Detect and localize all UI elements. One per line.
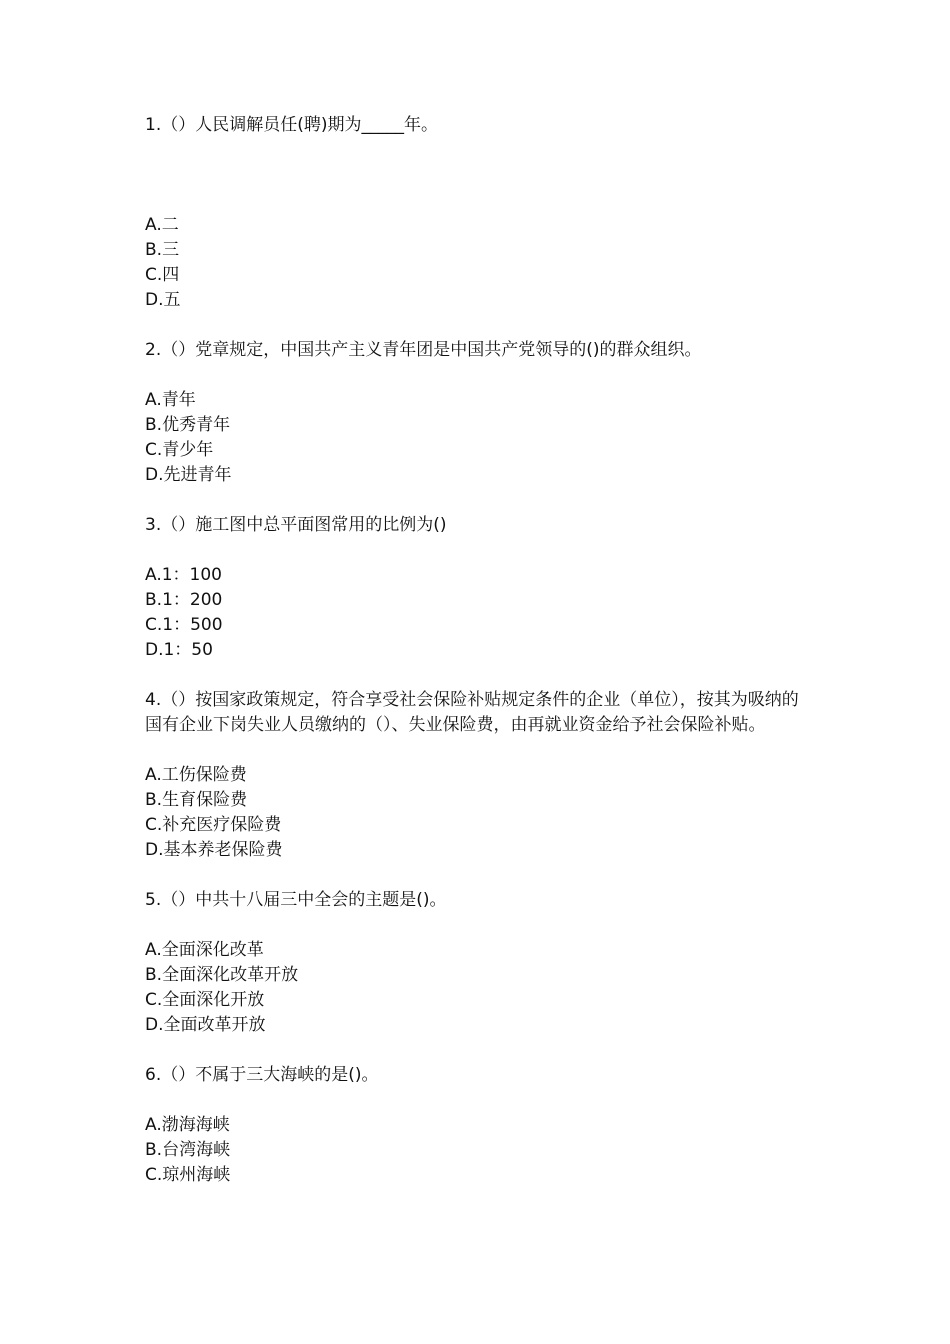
question-block xyxy=(145,688,815,863)
option-item: A.全面深化改革 xyxy=(145,940,264,960)
option-list xyxy=(145,1113,815,1188)
question-text: 5.（）中共十八届三中全会的主题是()。 xyxy=(145,890,447,910)
option-item: B.1：200 xyxy=(145,590,223,610)
question-text: 6.（）不属于三大海峡的是()。 xyxy=(145,1065,379,1085)
option-list xyxy=(145,763,815,863)
option-item: D.基本养老保险费 xyxy=(145,840,283,860)
option-item: C.补充医疗保险费 xyxy=(145,815,282,835)
question-text: 3.（）施工图中总平面图常用的比例为() xyxy=(145,515,447,535)
option-item: B.三 xyxy=(145,240,180,260)
option-item: A.工伤保险费 xyxy=(145,765,247,785)
option-item: D.五 xyxy=(145,290,181,310)
option-item: C.四 xyxy=(145,265,180,285)
option-item: B.全面深化改革开放 xyxy=(145,965,299,985)
option-item: B.生育保险费 xyxy=(145,790,248,810)
option-item: D.全面改革开放 xyxy=(145,1015,266,1035)
question-text: 2.（）党章规定，中国共产主义青年团是中国共产党领导的()的群众组织。 xyxy=(145,340,702,360)
option-item: A.青年 xyxy=(145,390,196,410)
option-item: D.1：50 xyxy=(145,640,213,660)
question-list xyxy=(145,113,815,1188)
option-item: A.渤海海峡 xyxy=(145,1115,230,1135)
option-item: C.青少年 xyxy=(145,440,214,460)
option-item: A.二 xyxy=(145,215,179,235)
option-item: C.琼州海峡 xyxy=(145,1165,231,1185)
question-block xyxy=(145,513,815,663)
option-item: C.1：500 xyxy=(145,615,223,635)
option-list xyxy=(145,938,815,1038)
option-list xyxy=(145,213,815,313)
option-item: D.先进青年 xyxy=(145,465,232,485)
question-block xyxy=(145,113,815,313)
option-list xyxy=(145,563,815,663)
option-list xyxy=(145,388,815,488)
question-text: 4.（）按国家政策规定，符合享受社会保险补贴规定条件的企业（单位），按其为吸纳的国有企业下岗失业人员缴纳的（）、失业保险费，由再就业资金给予社会保险补贴。 xyxy=(145,690,799,735)
question-block xyxy=(145,338,815,488)
question-block xyxy=(145,1063,815,1188)
option-item: B.台湾海峡 xyxy=(145,1140,231,1160)
option-item: B.优秀青年 xyxy=(145,415,231,435)
question-text: 1.（）人民调解员任(聘)期为_____年。 xyxy=(145,115,438,135)
option-item: C.全面深化开放 xyxy=(145,990,265,1010)
question-block xyxy=(145,888,815,1038)
option-item: A.1：100 xyxy=(145,565,222,585)
